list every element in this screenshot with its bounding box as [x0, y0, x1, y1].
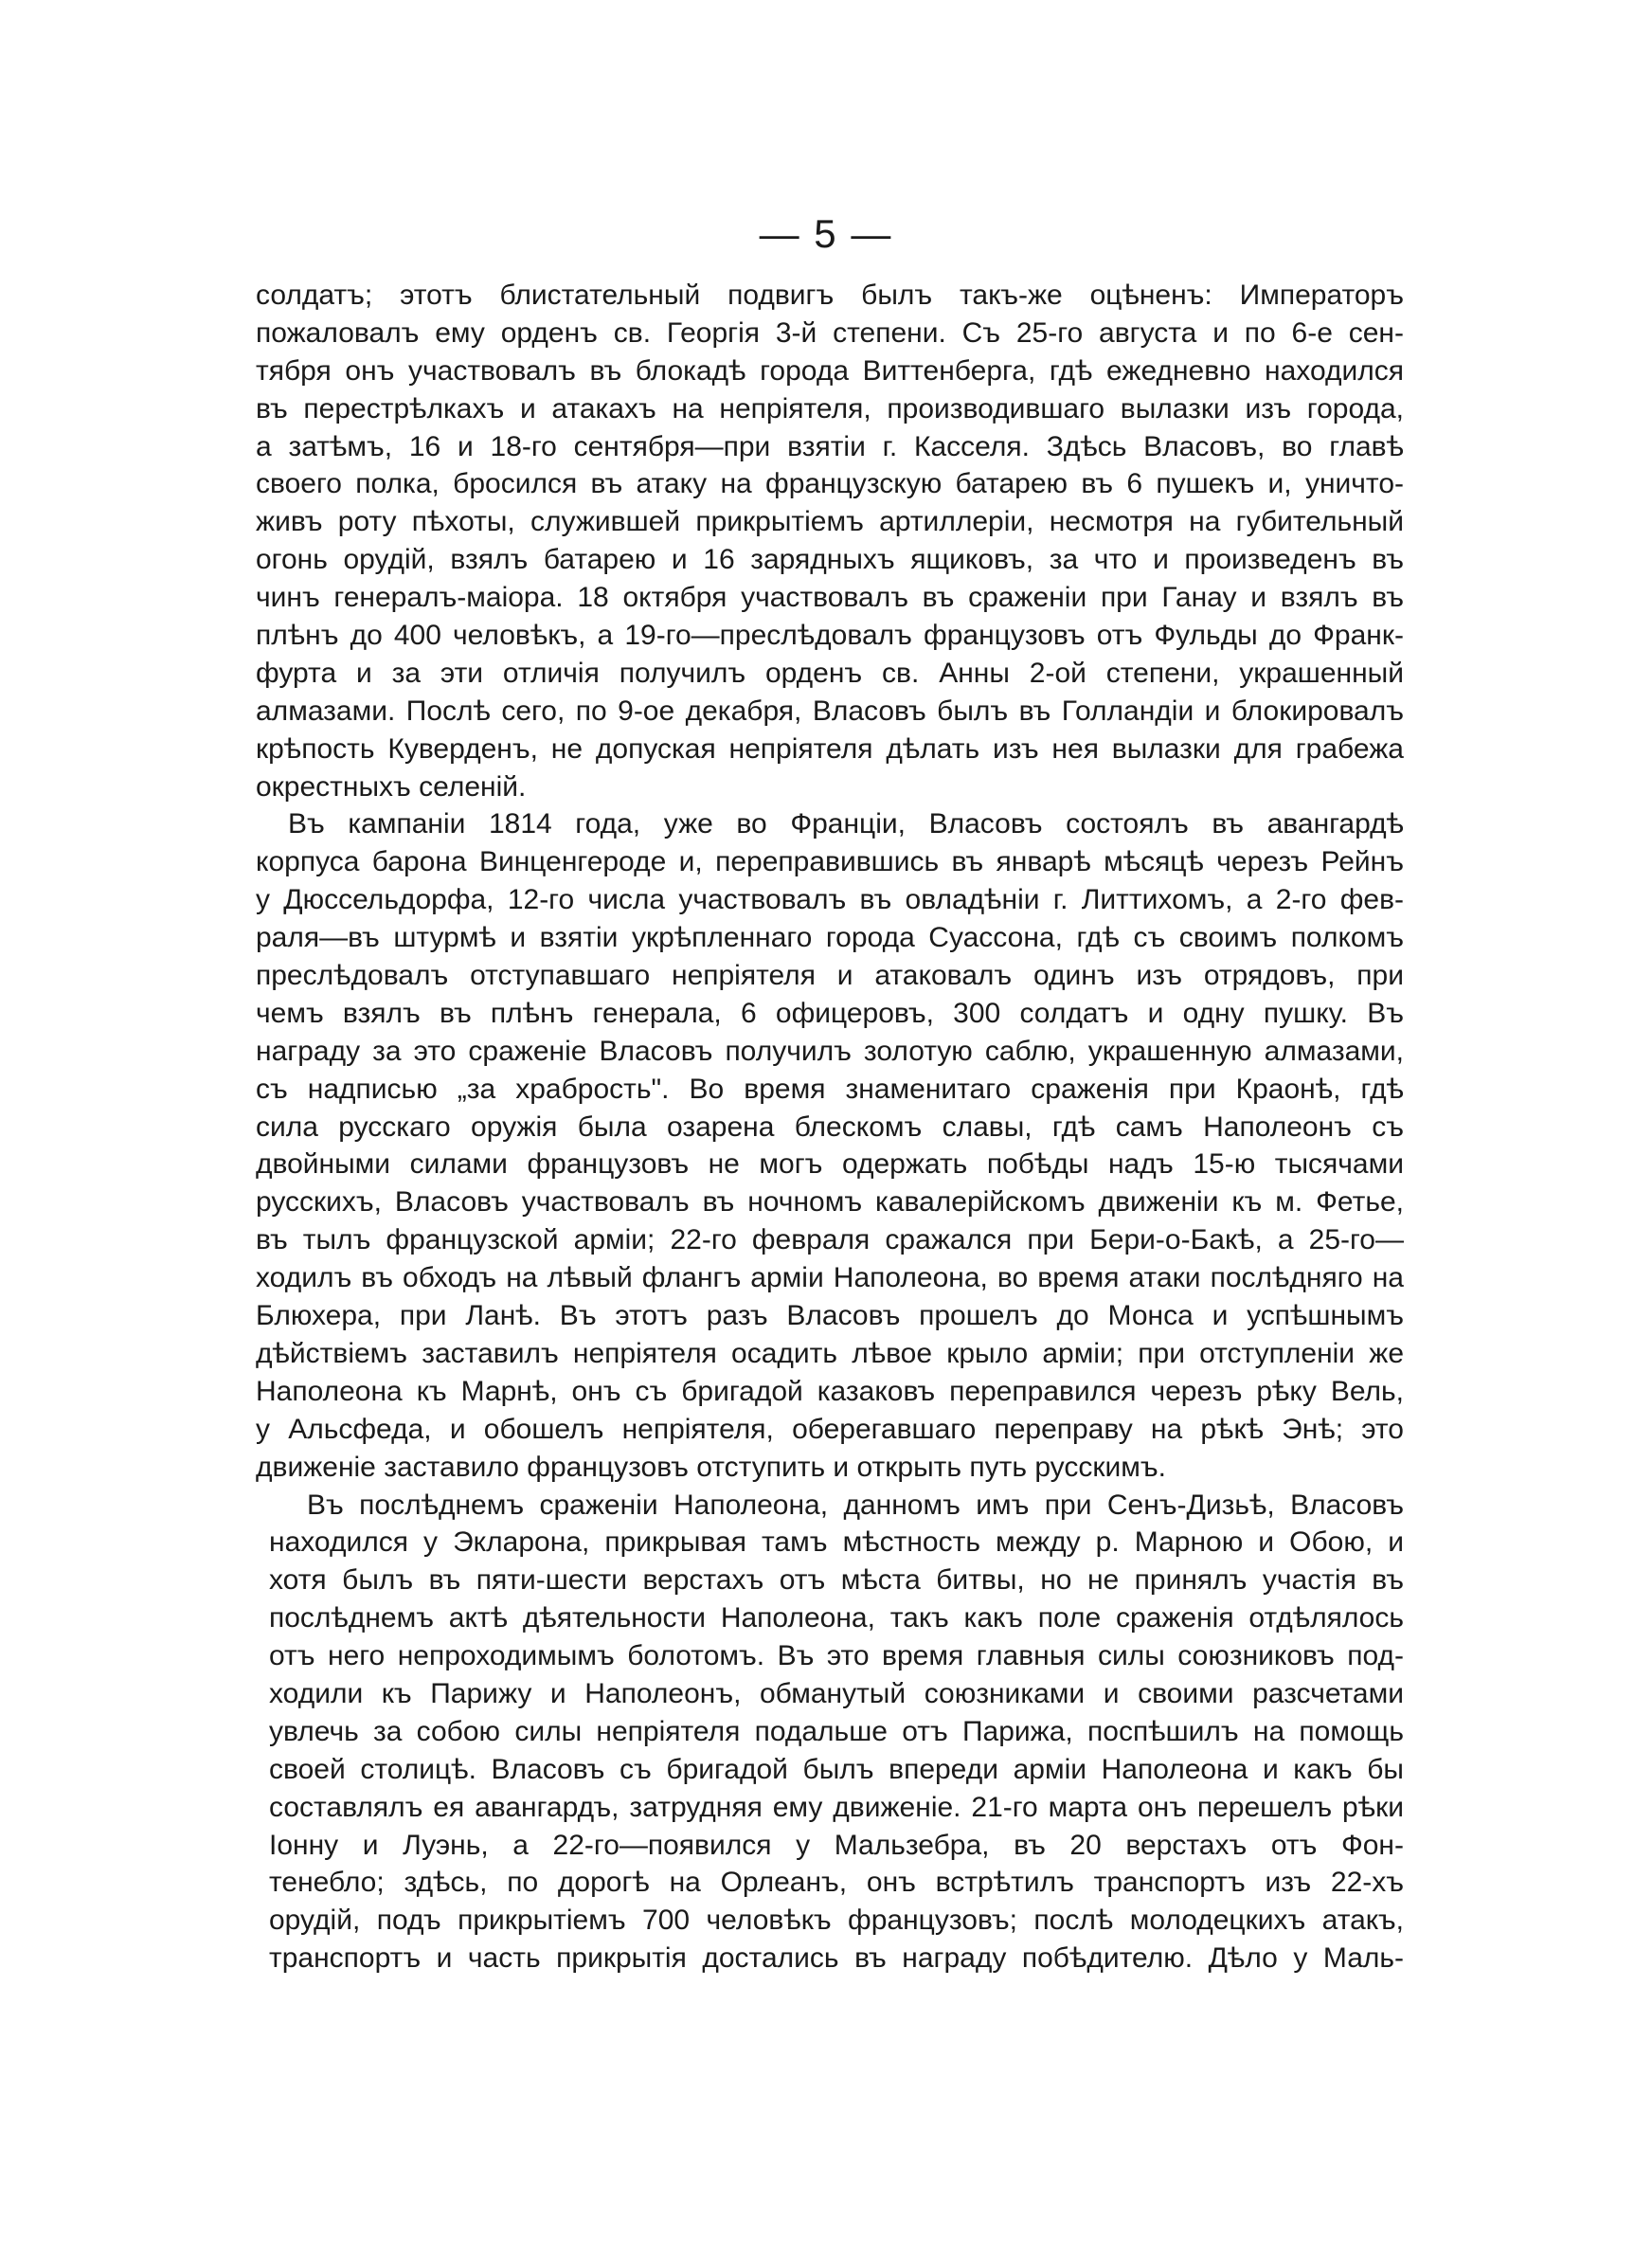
body-text — [256, 277, 1404, 1977]
text-line: преслѣдовалъ отступавшаго непріятеля и атаковалъ одинъ изъ отрядовъ, при — [256, 960, 1404, 992]
text-line: а затѣмъ, 16 и 18-го сентября—при взятіи г. Касселя. Здѣсь Власовъ, во главѣ — [256, 430, 1404, 462]
text-line: послѣднемъ актѣ дѣятельности Наполеона, такъ какъ поле сраженія отдѣлялось — [269, 1602, 1404, 1634]
text-line: пожаловалъ ему орденъ св. Георгія 3-й степени. Съ 25-го августа и по 6-е сен- — [256, 316, 1404, 349]
text-line: составлялъ ея авангардъ, затрудняя ему движеніе. 21-го марта онъ перешелъ рѣки — [269, 1791, 1404, 1823]
text-line: двойными силами французовъ не могъ одержать побѣды надъ 15-ю тысячами — [256, 1148, 1404, 1181]
text-line: въ тылъ французской арміи; 22-го февраля сражался при Бери-о-Бакѣ, а 25-го— — [256, 1224, 1404, 1256]
text-line: хотя былъ въ пяти-шести верстахъ отъ мѣста битвы, но не принялъ участія въ — [269, 1564, 1404, 1597]
text-line: окрестныхъ селеній. — [256, 770, 527, 803]
text-line: у Дюссельдорфа, 12-го числа участвовалъ въ овладѣніи г. Литтихомъ, а 2-го фев- — [256, 884, 1404, 916]
text-line: Въ кампаніи 1814 года, уже во Франціи, Власовъ состоялъ въ авангардѣ — [288, 808, 1404, 840]
text-line: тября онъ участвовалъ въ блокадѣ города Виттенберга, гдѣ ежедневно находился — [256, 354, 1404, 387]
text-line: съ надписью „за храбрость". Во время знаменитаго сраженія при Краонѣ, гдѣ — [256, 1073, 1404, 1105]
text-line: чинъ генералъ-маіора. 18 октября участвовалъ въ сраженіи при Ганау и взялъ въ — [256, 582, 1404, 614]
page-number: — 5 — — [759, 211, 893, 256]
text-line: крѣпость Куверденъ, не допуская непріятеля дѣлать изъ нея вылазки для грабежа — [256, 732, 1404, 765]
text-line: Іонну и Луэнь, а 22-го—появился у Мальзебра, въ 20 верстахъ отъ Фон- — [269, 1829, 1404, 1861]
text-line: орудій, подъ прикрытіемъ 700 человѣкъ французовъ; послѣ молодецкихъ атакъ, — [269, 1905, 1404, 1937]
text-line: дѣйствіемъ заставилъ непріятеля осадить лѣвое крыло арміи; при отступленіи же — [256, 1337, 1404, 1369]
text-line: у Альсфеда, и обошелъ непріятеля, оберегавшаго переправу на рѣкѣ Энѣ; это — [256, 1413, 1404, 1445]
text-line: фурта и за эти отличія получилъ орденъ св. Анны 2-ой степени, украшенный — [256, 657, 1404, 689]
text-line: награду за это сраженіе Власовъ получилъ золотую саблю, украшенную алмазами, — [256, 1035, 1404, 1067]
text-line: Въ послѣднемъ сраженіи Наполеона, данномъ имъ при Сенъ-Дизьѣ, Власовъ — [307, 1489, 1404, 1521]
text-line: своего полка, бросился въ атаку на французскую батарею въ 6 пушекъ и, уничто- — [256, 468, 1404, 500]
text-line: раля—въ штурмѣ и взятіи укрѣпленнаго города Суассона, гдѣ съ своимъ полкомъ — [256, 922, 1404, 954]
text-line: корпуса барона Винценгероде и, переправившись въ январѣ мѣсяцѣ черезъ Рейнъ — [256, 846, 1404, 878]
text-line: алмазами. Послѣ сего, по 9-ое декабря, Власовъ былъ въ Голландіи и блокировалъ — [256, 695, 1404, 727]
paragraph-3 — [256, 1487, 1404, 1978]
text-line: находился у Экларона, прикрывая тамъ мѣстность между р. Марною и Обою, и — [269, 1526, 1404, 1559]
text-line: отъ него непроходимымъ болотомъ. Въ это время главныя силы союзниковъ под- — [269, 1640, 1404, 1672]
text-line: русскихъ, Власовъ участвовалъ въ ночномъ кавалерійскомъ движеніи къ м. Фетье, — [256, 1186, 1404, 1219]
text-line: огонь орудій, взялъ батарею и 16 зарядныхъ ящиковъ, за что и произведенъ въ — [256, 544, 1404, 576]
text-line: въ перестрѣлкахъ и атакахъ на непріятеля, производившаго вылазки изъ города, — [256, 392, 1404, 424]
text-line: Блюхера, при Ланѣ. Въ этотъ разъ Власовъ прошелъ до Монса и успѣшнымъ — [256, 1300, 1404, 1332]
text-line: увлечь за собою силы непріятеля подальше отъ Парижа, поспѣшилъ на помощь — [269, 1715, 1404, 1747]
text-line: ходили къ Парижу и Наполеонъ, обманутый союзниками и своими разсчетами — [269, 1677, 1404, 1709]
text-line: солдатъ; этотъ блистательный подвигъ былъ такъ-же оцѣненъ: Императоръ — [256, 280, 1404, 311]
text-line: тенебло; здѣсь, по дорогѣ на Орлеанъ, онъ встрѣтилъ транспортъ изъ 22-хъ — [269, 1867, 1404, 1899]
text-line: ходилъ въ обходъ на лѣвый флангъ арміи Наполеона, во время атаки послѣдняго на — [256, 1262, 1404, 1294]
text-line: Наполеона къ Марнѣ, онъ съ бригадой казаковъ переправился черезъ рѣку Вель, — [256, 1375, 1404, 1407]
paragraph-1 — [256, 277, 1404, 805]
text-line: движеніе заставило французовъ отступить и открыть путь русскимъ. — [256, 1451, 1166, 1483]
text-line: плѣнъ до 400 человѣкъ, а 19-го—преслѣдовалъ французовъ отъ Фульды до Франк- — [256, 620, 1404, 652]
text-line: своей столицѣ. Власовъ съ бригадой былъ впереди арміи Наполеона и какъ бы — [269, 1753, 1404, 1785]
paragraph-2 — [256, 805, 1404, 1486]
text-line: транспортъ и часть прикрытія достались въ награду побѣдителю. Дѣло у Маль- — [269, 1942, 1404, 1975]
text-line: чемъ взялъ въ плѣнъ генерала, 6 офицеровъ, 300 солдатъ и одну пушку. Въ — [256, 997, 1404, 1029]
text-line: живъ роту пѣхоты, служившей прикрытіемъ артиллеріи, несмотря на губительный — [256, 506, 1404, 538]
text-line: сила русскаго оружія была озарена блескомъ славы, гдѣ самъ Наполеонъ съ — [256, 1110, 1404, 1143]
